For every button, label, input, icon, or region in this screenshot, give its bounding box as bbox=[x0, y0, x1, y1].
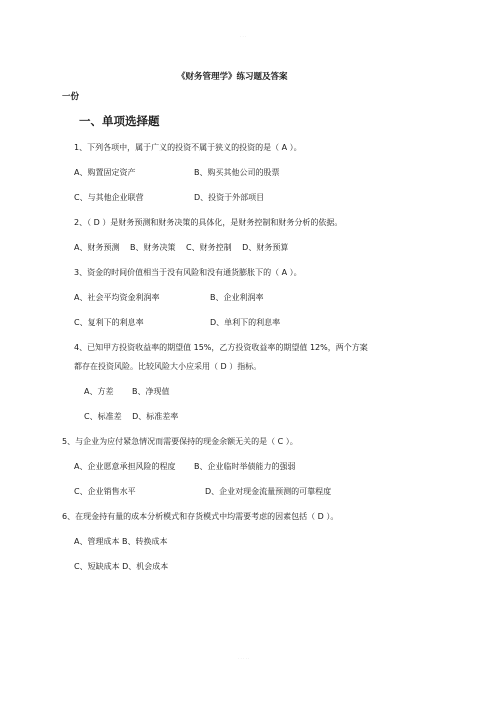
question-4-options-cd: C、标准差 D、标准差率 bbox=[84, 412, 179, 421]
section-heading: 一、单项选择题 bbox=[79, 114, 160, 128]
question-5-option-a: A、企业愿意承担风险的程度 bbox=[74, 462, 176, 471]
question-5: 5、与企业为应付紧急情况而需要保持的现金余额无关的是（ C ）。 bbox=[62, 437, 298, 446]
question-4-line-1: 4、已知甲方投资收益率的期望值 15%，乙方投资收益率的期望值 12%，两个方案 bbox=[74, 343, 368, 352]
document-subtitle: 一份 bbox=[62, 92, 80, 102]
header-watermark: · · · bbox=[240, 34, 247, 39]
question-4-options-ab: A、方差 B、净现值 bbox=[84, 387, 170, 396]
document-title: 《财务管理学》练习题及答案 bbox=[177, 72, 288, 82]
question-3: 3、资金的时间价值相当于没有风险和没有通货膨胀下的（ A ）。 bbox=[74, 268, 302, 277]
question-4-line-2: 都存在投资风险。比较风险大小应采用（ D ）指标。 bbox=[74, 362, 262, 371]
question-1-option-d: D、投资于外部项目 bbox=[194, 193, 265, 202]
question-2-options: A、财务预测 B、财务决策 C、财务控制 D、财务预算 bbox=[74, 243, 289, 252]
question-6: 6、在现金持有量的成本分析模式和存货模式中均需要考虑的因素包括（ D ）。 bbox=[62, 512, 339, 521]
question-3-option-c: C、复利下的利息率 bbox=[74, 318, 144, 327]
question-1-option-c: C、与其他企业联营 bbox=[74, 193, 144, 202]
question-3-option-a: A、社会平均资金利润率 bbox=[74, 293, 160, 302]
question-3-option-b: B、企业利润率 bbox=[210, 293, 264, 302]
question-1: 1、下列各项中，属于广义的投资不属于狭义的投资的是（ A ）。 bbox=[74, 143, 302, 152]
question-2: 2、（ D ）是财务预测和财务决策的具体化，是财务控制和财务分析的依据。 bbox=[74, 218, 343, 227]
question-6-options-cd: C、短缺成本 D、机会成本 bbox=[74, 562, 169, 571]
question-1-option-b: B、购买其他公司的股票 bbox=[194, 168, 280, 177]
question-5-option-d: D、企业对现金流量预测的可靠程度 bbox=[205, 487, 332, 496]
footer-watermark: · · · · · bbox=[238, 656, 250, 661]
question-5-option-c: C、企业销售水平 bbox=[74, 487, 136, 496]
question-1-option-a: A、购置固定资产 bbox=[74, 168, 136, 177]
question-6-options-ab: A、管理成本 B、转换成本 bbox=[74, 537, 168, 546]
question-5-option-b: B、企业临时举债能力的强弱 bbox=[194, 462, 296, 471]
question-3-option-d: D、单利下的利息率 bbox=[210, 318, 281, 327]
